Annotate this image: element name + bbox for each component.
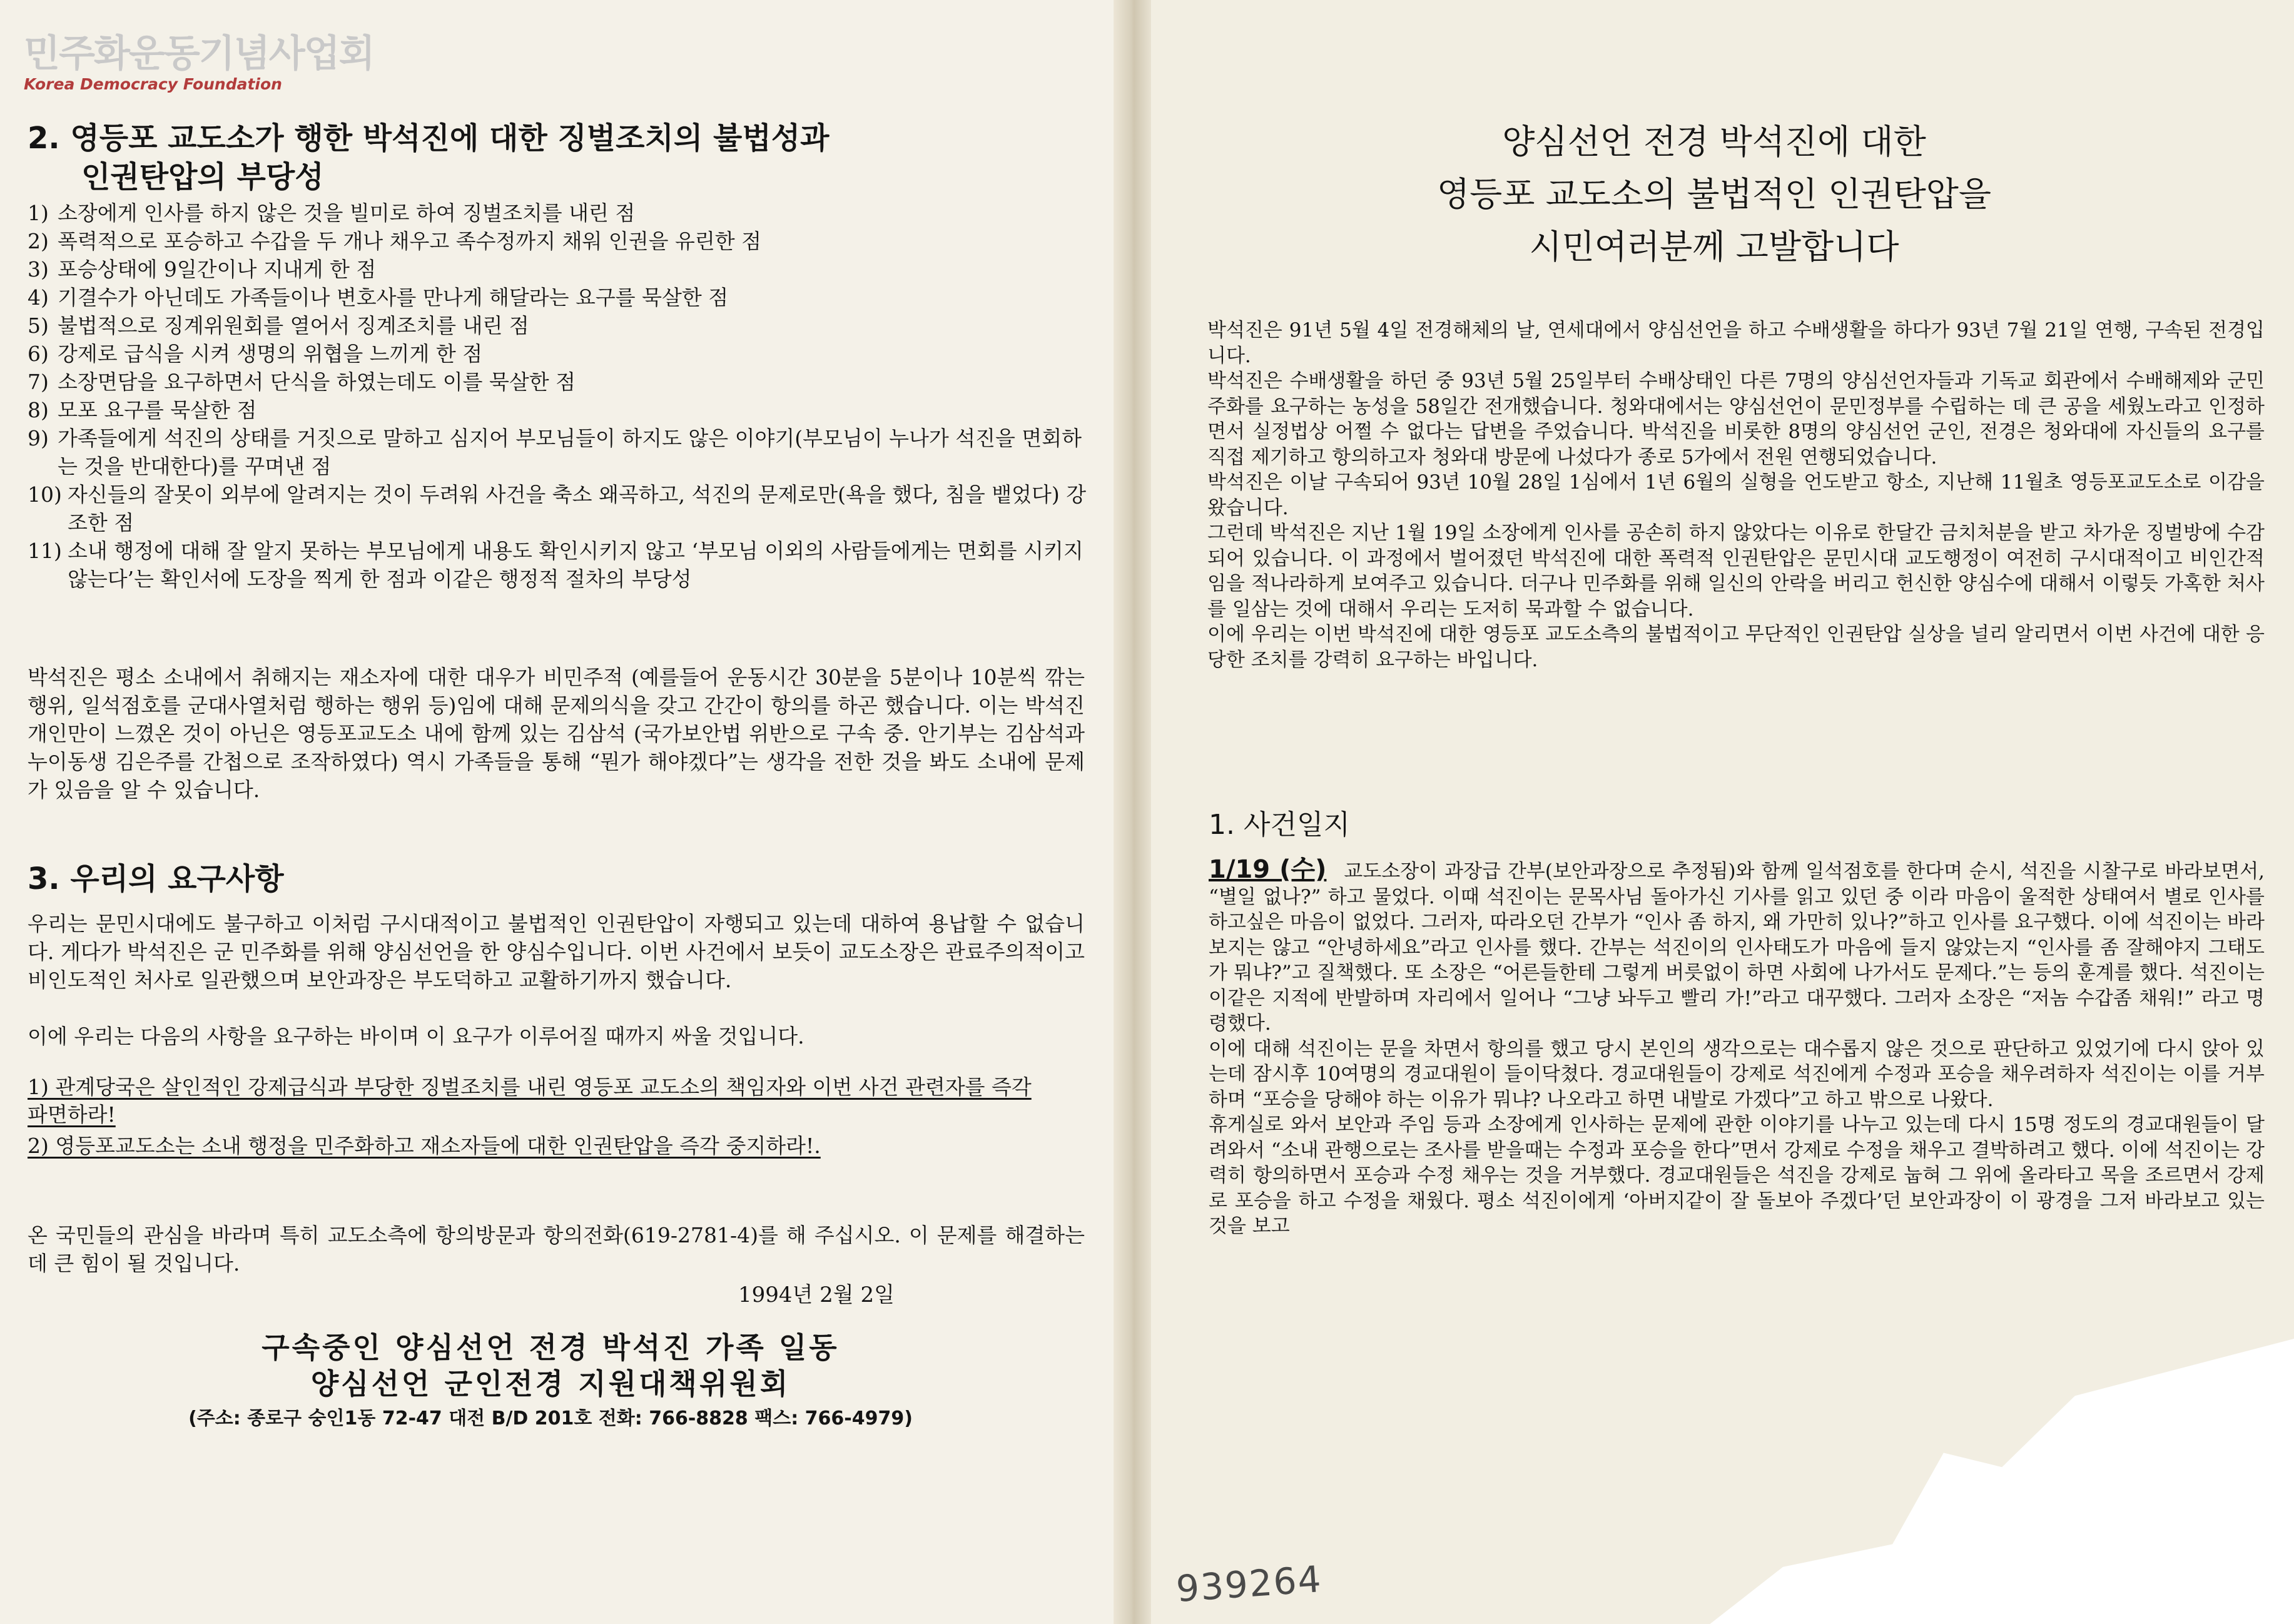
title-line1: 양심선언 전경 박석진에 대한 [1502,122,1926,161]
violation-list [28,199,1091,593]
demand-item: 1) 관계당국은 살인적인 강제급식과 부당한 징벌조치를 내린 영등포 교도소의 책임자와 이번 사건 관련자를 즉각 파면하라! [28,1075,1032,1127]
signatory-committee: 양심선언 군인전경 지원대책위원회 [310,1367,791,1401]
intro-paragraph: 박석진은 수배생활을 하던 중 93년 5월 25일부터 수배상태인 다른 7명의 양심선언자들과 기독교 회관에서 수배해제와 군민주화를 요구하는 농성을 58일간 전개했습니다. 청와대에서는 양심선언이 문민정부를 수립하는 데 큰 공을 세웠노라고 인정하면서 실정법상 어쩔 수 없다는 답변을 주었습니다. 박석진을 비롯한 8명의 양심선언 군인, 전경은 청와대에 자신들의 요구를 직접 제기하고 항의하고자 청와대 방문에 나섰다가 종로 5가에서 전원 연행되었습니다. [1207,370,2265,469]
list-item [28,227,1091,255]
item-text: 불법적으로 징계위원회를 열어서 징계조치를 내린 점 [58,313,529,338]
item-number: 3) [28,257,49,282]
list-item [28,283,1091,312]
list-item [28,480,1091,537]
incident-text: 휴게실로 와서 보안과 주임 등과 소장에게 인사하는 문제에 관한 이야기를 나누고 있는데 다시 15명 정도의 경교대원들이 달려와서 “소내 관행으로는 조사를 받을때는 수정과 포승을 한다”면서 강제로 수정을 채우고 결박하려고 했다. 이에 석진이는 강력히 항의하면서 포승과 수정 채우는 것을 거부했다. 경교대원들은 석진을 강제로 눕혀 그 위에 올라타고 목을 조르면서 강제로 포승을 하고 수정을 채웠다. 평소 석진이에게 ‘아버지같이 잘 돌보아 주겠다’던 보안과장이 이 광경을 그저 바라보고 있는 것을 보고 [1209,1114,2265,1237]
item-text: 자신들의 잘못이 외부에 알려지는 것이 두려워 사건을 축소 왜곡하고, 석진의 문제로만(욕을 했다, 침을 뱉었다) 강조한 점 [68,482,1087,535]
title-line3: 시민여러분께 고발합니다 [1529,227,1899,266]
intro-paragraph: 박석진은 이날 구속되어 93년 10월 28일 1심에서 1년 6월의 실형을 언도받고 항소, 지난해 11월초 영등포교도소로 이감을 왔습니다. [1207,471,2265,519]
item-number: 5) [28,313,49,338]
list-item [28,537,1091,593]
intro-paragraph: 그런데 박석진은 지난 1월 19일 소장에게 인사를 공손히 하지 않았다는 이유로 한달간 금치처분을 받고 차가운 징벌방에 수감되어 있습니다. 이 과정에서 벌어졌던 박석진에 대한 폭력적 인권탄압은 문민시대 교도행정이 여전히 구시대적이고 비인간적임을 적나라하게 보여주고 있습니다. 더구나 민주화를 위해 일신의 안락을 버리고 헌신한 양심수에 대해서 이렇듯 가혹한 처사를 일삼는 것에 대해서 우리는 도저히 묵과할 수 없습니다. [1207,522,2265,621]
item-text: 소장면담을 요구하면서 단식을 하였는데도 이를 묵살한 점 [58,370,576,394]
list-item [28,312,1091,340]
item-number: 6) [28,342,49,366]
demands-list [28,1073,1053,1160]
item-text: 소장에게 인사를 하지 않은 것을 빌미로 하여 징벌조치를 내린 점 [58,201,636,225]
signatory-block [63,1329,1038,1433]
intro-paragraph: 박석진은 91년 5월 4일 전경해체의 날, 연세대에서 양심선언을 하고 수배생활을 하다가 93년 7월 21일 연행, 구속된 전경입니다. [1207,319,2265,367]
item-text: 소내 행정에 대해 잘 알지 못하는 부모님에게 내용도 확인시키지 않고 ‘부모님 이외의 사람들에게는 면회를 시키지 않는다’는 확인서에 도장을 찍게 한 점과 이같은 행정적 절차의 부당성 [68,539,1084,591]
background-paragraph: 박석진은 평소 소내에서 취해지는 재소자에 대한 대우가 비민주적 (예를들어 운동시간 30분을 5분이나 10분씩 깎는 행위, 일석점호를 군대사열처럼 행하는 행위 등)임에 대해 문제의식을 갖고 간간이 항의를 하곤 했습니다. 이는 박석진 개인만이 느꼈온 것이 아닌은 영등포교도소 내에 함께 있는 김삼석 (국가보안법 위반으로 구속 중. 안기부는 김삼석과 누이동생 김은주를 간첩으로 조작하였다) 역시 가족들을 통해 “뭔가 해야겠다”는 생각을 전한 것을 봐도 소내에 문제가 있음을 알 수 있습니다. [28,665,1085,802]
logo-english: Korea Democracy Foundation [24,75,282,93]
section2-title [28,119,829,196]
section3-title: 3. 우리의 요구사항 [28,861,284,896]
incident-entry [1209,857,2265,1037]
section2-title-line1: 2. 영등포 교도소가 행한 박석진에 대한 징벌조치의 불법성과 [28,121,830,156]
item-text: 기결수가 아닌데도 가족들이나 변호사를 만나게 해달라는 요구를 묵살한 점 [58,285,729,310]
incident-date: 1/19 (수) [1209,855,1327,884]
item-number: 10) [28,482,62,507]
document-date: 1994년 2월 2일 [738,1282,895,1307]
demand-intro-paragraph: 우리는 문민시대에도 불구하고 이처럼 구시대적이고 불법적인 인권탄압이 자행되고 있는데 대하여 용납할 수 없습니다. 게다가 박석진은 군 민주화를 위해 양심선언을 한 양심수입니다. 이번 사건에서 보듯이 교도소장은 관료주의적이고 비인도적인 처사로 일관했으며 보안과장은 부도덕하고 교활하기까지 했습니다. [28,911,1085,992]
signatory-family: 구속중인 양심선언 전경 박석진 가족 일동 [261,1331,840,1364]
foundation-logo [24,24,374,93]
handwritten-number: 939264 [1174,1557,1324,1611]
intro-body [1207,318,2265,672]
contact-address: (주소: 종로구 숭인1동 72-47 대전 B/D 201호 전화: 766-8828 팩스: 766-4979) [188,1408,913,1429]
item-number: 2) [28,229,49,253]
item-number: 11) [28,539,62,563]
incident-text: 교도소장이 과장급 간부(보안과장으로 추정됨)와 함께 일석점호를 한다며 순시, 석진을 시찰구로 바라보면서, “별일 없나?” 하고 물었다. 이때 석진이는 문목사님 돌아가신 기사를 읽고 있던 중 이라 마음이 울적한 상태여서 별로 인사를 하고싶은 마음이 없었다. 그러자, 따라오던 간부가 “인사 좀 하지, 왜 가만히 있나?”하고 인사를 요구했다. 이에 석진이는 바라보지는 않고 “안녕하세요”라고 인사를 했다. 간부는 석진이의 인사태도가 마음에 들지 않았는지 “인사를 좀 잘해야지 그태도가 뭐냐?”고 질책했다. 또 소장은 “어른들한테 그렇게 버릇없이 하면 사회에 나가서도 문제다.”는 등의 훈계를 했다. 석진이는 이같은 지적에 반발하며 자리에서 일어나 “그냥 놔두고 빨리 가!”라고 대꾸했다. 그러자 소장은 “저놈 수갑좀 채워!” 라고 명령했다. [1209,860,2265,1035]
item-text: 강제로 급식을 시켜 생명의 위협을 느끼게 한 점 [58,342,483,366]
demand-lead-paragraph: 이에 우리는 다음의 사항을 요구하는 바이며 이 요구가 이루어질 때까지 싸울 것입니다. [28,1024,804,1048]
section2-title-line2: 인권탄압의 부당성 [81,160,324,195]
item-number: 9) [28,426,49,450]
logo-korean: 민주화운동기념사업회 [24,32,374,76]
list-item [28,340,1091,368]
demand-item: 2) 영등포교도소는 소내 행정을 민주화하고 재소자들에 대한 인권탄압을 즉각 중지하라!. [28,1134,821,1158]
item-number: 4) [28,285,49,310]
list-item [28,199,1091,227]
list-item [28,424,1091,480]
item-number: 1) [28,201,49,225]
list-item [28,368,1091,396]
incident-text: 이에 대해 석진이는 문을 차면서 항의를 했고 당시 본인의 생각으로는 대수롭지 않은 것으로 판단하고 있었기에 다시 앉아 있는데 잠시후 10여명의 경교대원이 들이닥쳤다. 경교대원들이 강제로 석진에게 수정과 포승을 채우려하자 석진이는 이를 거부하며 “포승을 당해야 하는 이유가 뭐냐? 나오라고 하면 내발로 가겠다”고 하고 밖으로 나왔다. [1209,1037,2265,1111]
title-line2: 영등포 교도소의 불법적인 인권탄압을 [1436,175,1992,214]
intro-paragraph: 이에 우리는 이번 박석진에 대한 영등포 교도소측의 불법적이고 무단적인 인권탄압 실상을 널리 알리면서 이번 사건에 대한 응당한 조치를 강력히 요구하는 바입니다. [1207,623,2265,671]
list-item [28,255,1091,283]
list-item [28,396,1091,424]
page-gutter [1114,0,1151,1624]
incident-log [1209,857,2265,1239]
item-number: 7) [28,370,49,394]
incident-log-heading: 1. 사건일지 [1209,809,1350,841]
item-text: 폭력적으로 포승하고 수갑을 두 개나 채우고 족수정까지 채워 인권을 유린한 점 [58,229,761,253]
item-text: 포승상태에 9일간이나 지내게 한 점 [58,257,377,282]
main-title [1351,116,2077,273]
appeal-paragraph: 온 국민들의 관심을 바라며 특히 교도소측에 항의방문과 항의전화(619-2781-4)를 해 주십시오. 이 문제를 해결하는 데 큰 힘이 될 것입니다. [28,1223,1085,1276]
item-text: 가족들에게 석진의 상태를 거짓으로 말하고 심지어 부모님들이 하지도 않은 이야기(부모님이 누나가 석진을 면회하는 것을 반대한다)를 꾸며낸 점 [58,426,1082,479]
item-number: 8) [28,398,49,422]
item-text: 모포 요구를 묵살한 점 [58,398,257,422]
